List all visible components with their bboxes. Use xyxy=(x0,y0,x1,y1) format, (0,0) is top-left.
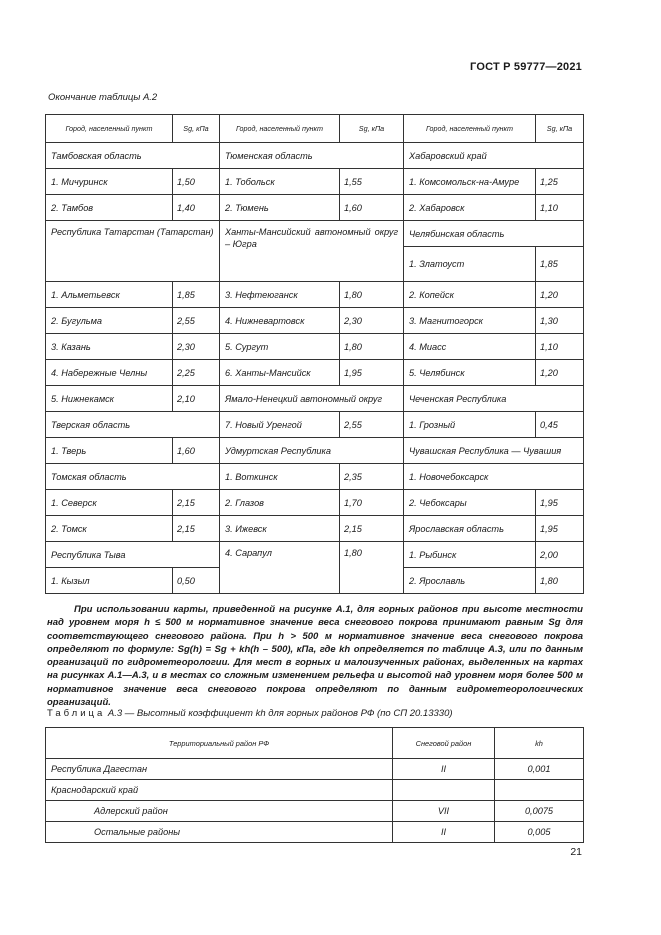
value-cell: 0,45 xyxy=(536,412,584,438)
column-header-sg: Sg, кПа xyxy=(536,115,584,143)
value-cell: 2,15 xyxy=(173,490,220,516)
value-cell: 1,20 xyxy=(536,360,584,386)
table-header-row xyxy=(46,115,584,143)
table-row xyxy=(46,195,584,221)
district-cell: Остальные районы xyxy=(46,822,393,843)
city-cell: 2. Томск xyxy=(46,516,173,542)
body-paragraph: При использовании карты, приведенной на рисунке А.1, для горных районов при высоте местности над уровнем моря h ≤ 500 м нормативное значение веса снегового покрова принимают равным Sg для соответствующего снегового района. При h > 500 м нормативное значение веса снегового покрова определяют по формуле: Sg(h) = Sg + kh(h – 500), кПа, где kh определяется по таблице А.3, или по данным организаций по гидрометеорологии. Для мест в горных и малоизученных районах, выделенных на картах на рисунках А.1—А.3, и в местах со сложным изменением рельефа и высотой над уровнем моря более 500 м нормативное значение веса снегового покрова определяют по данным гидрометеорологических организаций. xyxy=(47,604,583,709)
table-row xyxy=(46,759,584,780)
column-header-city: Город, населенный пункт xyxy=(220,115,340,143)
city-cell: 1. Северск xyxy=(46,490,173,516)
value-cell: 1,95 xyxy=(536,490,584,516)
city-cell: 1. Кызыл xyxy=(46,568,173,594)
value-cell: 1,10 xyxy=(536,195,584,221)
city-cell: 7. Новый Уренгой xyxy=(220,412,340,438)
table-row xyxy=(46,143,584,169)
city-cell: 2. Глазов xyxy=(220,490,340,516)
region-cell: Ярославская область xyxy=(404,516,536,542)
kh-cell xyxy=(495,780,584,801)
table-row xyxy=(46,464,584,490)
kh-cell: 0,005 xyxy=(495,822,584,843)
column-header-snow-region: Снеговой район xyxy=(393,728,495,759)
region-cell: Чеченская Республика xyxy=(404,386,584,412)
table-a2 xyxy=(45,114,584,594)
city-cell: 4. Сарапул xyxy=(220,542,340,594)
value-cell: 1,80 xyxy=(340,542,404,594)
city-cell: 1. Златоуст xyxy=(404,247,536,282)
kh-cell: 0,001 xyxy=(495,759,584,780)
region-name: Ханты-Мансийский автономный округ – Югра xyxy=(225,227,398,249)
value-cell: 1,25 xyxy=(536,169,584,195)
table-row xyxy=(46,169,584,195)
value-cell: 1,80 xyxy=(536,568,584,594)
city-cell: 4. Миасс xyxy=(404,334,536,360)
region-cell: Челябинская область xyxy=(404,221,584,247)
city-cell: 1. Мичуринск xyxy=(46,169,173,195)
city-cell: 2. Чебоксары xyxy=(404,490,536,516)
value-cell: 1,80 xyxy=(340,282,404,308)
value-cell: 2,25 xyxy=(173,360,220,386)
region-cell: Удмуртская Республика xyxy=(220,438,404,464)
region-cell: Республика Тыва xyxy=(46,542,220,568)
table-row xyxy=(46,801,584,822)
region-cell xyxy=(220,221,404,282)
table-row xyxy=(46,822,584,843)
table-row xyxy=(46,412,584,438)
value-cell: 2,10 xyxy=(173,386,220,412)
value-cell: 2,30 xyxy=(340,308,404,334)
city-cell: 5. Челябинск xyxy=(404,360,536,386)
value-cell: 1,10 xyxy=(536,334,584,360)
page-number: 21 xyxy=(570,846,582,858)
city-cell: 1. Альметьевск xyxy=(46,282,173,308)
value-cell: 2,15 xyxy=(173,516,220,542)
snow-region-cell xyxy=(393,780,495,801)
value-cell: 2,35 xyxy=(340,464,404,490)
table-row xyxy=(46,542,584,568)
city-cell: 5. Нижнекамск xyxy=(46,386,173,412)
value-cell: 1,85 xyxy=(536,247,584,282)
table-a3 xyxy=(45,727,584,843)
column-header-kh: kh xyxy=(495,728,584,759)
value-cell: 1,60 xyxy=(340,195,404,221)
snow-region-cell: II xyxy=(393,822,495,843)
city-cell: 1. Воткинск xyxy=(220,464,340,490)
table-a3-caption xyxy=(47,708,453,719)
table-header-row xyxy=(46,728,584,759)
table-row xyxy=(46,386,584,412)
value-cell: 1,85 xyxy=(173,282,220,308)
city-cell: 3. Казань xyxy=(46,334,173,360)
region-cell: Ямало-Ненецкий автономный округ xyxy=(220,386,404,412)
city-cell: 4. Набережные Челны xyxy=(46,360,173,386)
city-cell: 2. Тюмень xyxy=(220,195,340,221)
value-cell: 2,15 xyxy=(340,516,404,542)
district-cell: Краснодарский край xyxy=(46,780,393,801)
table-row xyxy=(46,490,584,516)
city-cell: 1. Новочебоксарск xyxy=(404,464,584,490)
region-name: Республика Татарстан (Татарстан) xyxy=(51,227,214,237)
city-cell: 2. Ярославль xyxy=(404,568,536,594)
city-cell: 2. Тамбов xyxy=(46,195,173,221)
city-cell: 6. Ханты-Мансийск xyxy=(220,360,340,386)
table-row xyxy=(46,516,584,542)
document-code: ГОСТ Р 59777—2021 xyxy=(470,61,582,73)
column-header-sg: Sg, кПа xyxy=(173,115,220,143)
region-cell: Хабаровский край xyxy=(404,143,584,169)
city-cell: 2. Хабаровск xyxy=(404,195,536,221)
city-cell: 5. Сургут xyxy=(220,334,340,360)
city-cell: 1. Грозный xyxy=(404,412,536,438)
value-cell: 1,95 xyxy=(536,516,584,542)
table-row xyxy=(46,282,584,308)
value-cell: 2,30 xyxy=(173,334,220,360)
region-cell xyxy=(46,221,220,282)
value-cell: 2,55 xyxy=(173,308,220,334)
region-cell: Чувашская Республика — Чувашия xyxy=(404,438,584,464)
region-cell: Томская область xyxy=(46,464,220,490)
table-row xyxy=(46,221,584,247)
district-cell: Адлерский район xyxy=(46,801,393,822)
column-header-district: Территориальный район РФ xyxy=(46,728,393,759)
table-row xyxy=(46,360,584,386)
city-cell: 4. Нижневартовск xyxy=(220,308,340,334)
region-cell: Тюменская область xyxy=(220,143,404,169)
city-cell: 3. Ижевск xyxy=(220,516,340,542)
city-cell: 1. Тобольск xyxy=(220,169,340,195)
value-cell: 1,95 xyxy=(340,360,404,386)
value-cell: 1,40 xyxy=(173,195,220,221)
snow-region-cell: VII xyxy=(393,801,495,822)
region-cell: Тверская область xyxy=(46,412,220,438)
table-row xyxy=(46,334,584,360)
snow-region-cell: II xyxy=(393,759,495,780)
table-a2-caption: Окончание таблицы А.2 xyxy=(48,92,158,103)
table-row xyxy=(46,780,584,801)
column-header-city: Город, населенный пункт xyxy=(46,115,173,143)
district-cell: Республика Дагестан xyxy=(46,759,393,780)
column-header-sg: Sg, кПа xyxy=(340,115,404,143)
value-cell: 2,00 xyxy=(536,542,584,568)
city-cell: 1. Тверь xyxy=(46,438,173,464)
city-cell: 1. Рыбинск xyxy=(404,542,536,568)
table-row xyxy=(46,438,584,464)
table-caption-word: Таблица xyxy=(47,708,106,719)
city-cell: 2. Бугульма xyxy=(46,308,173,334)
city-cell: 3. Нефтеюганск xyxy=(220,282,340,308)
value-cell: 1,50 xyxy=(173,169,220,195)
table-caption-text: А.3 — Высотный коэффициент kh для горных районов РФ (по СП 20.13330) xyxy=(107,708,453,719)
value-cell: 1,70 xyxy=(340,490,404,516)
value-cell: 2,55 xyxy=(340,412,404,438)
kh-cell: 0,0075 xyxy=(495,801,584,822)
city-cell: 3. Магнитогорск xyxy=(404,308,536,334)
city-cell: 2. Копейск xyxy=(404,282,536,308)
value-cell: 1,20 xyxy=(536,282,584,308)
value-cell: 1,60 xyxy=(173,438,220,464)
city-cell: 1. Комсомольск-на-Амуре xyxy=(404,169,536,195)
value-cell: 0,50 xyxy=(173,568,220,594)
value-cell: 1,30 xyxy=(536,308,584,334)
column-header-city: Город, населенный пункт xyxy=(404,115,536,143)
value-cell: 1,80 xyxy=(340,334,404,360)
region-cell: Тамбовская область xyxy=(46,143,220,169)
value-cell: 1,55 xyxy=(340,169,404,195)
table-row xyxy=(46,308,584,334)
